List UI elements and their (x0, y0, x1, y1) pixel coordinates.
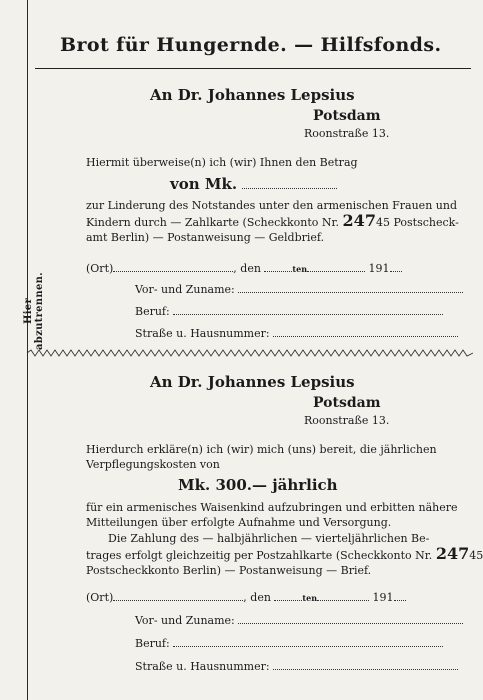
amount-label: von Mk. (170, 175, 238, 193)
job-field[interactable] (173, 305, 443, 315)
declaration-text: Hierdurch erkläre(n) ich (wir) mich (uns) bereit, die jährlichen Verpflegungskosten von (86, 443, 437, 471)
orphan-amount: Mk. 300.— jährlich (178, 476, 338, 494)
addressee-city: Potsdam (313, 108, 381, 124)
title-underline (35, 68, 471, 69)
addressee-name: An Dr. Johannes Lepsius (150, 86, 355, 104)
name-field[interactable] (238, 283, 463, 293)
day-field[interactable] (264, 262, 292, 272)
street-label: Straße u. Hausnummer: (135, 327, 270, 340)
payment-text: Die Zahlung des — halbjährlichen — vierteljährlichen Be- trages erfolgt gleichzeitig per Postzahlkarte (Scheckkonto Nr. 24745 Postscheckkonto Berlin) — Postanweisung — Brief. (86, 532, 483, 577)
date-place-line: (Ort) , den ten 191 (86, 262, 402, 275)
konto-number-2: 247 (435, 544, 470, 563)
date-place-line-2: (Ort) , den ten 191 (86, 591, 406, 604)
addressee-city-2: Potsdam (313, 395, 381, 411)
orphan-purpose-text: für ein armenisches Waisenkind aufzubringen und erbitten nähere Mitteilungen über erfolgte Aufnahme und Versorgung. (86, 501, 458, 529)
amount-field[interactable] (242, 179, 337, 189)
place-field-2[interactable] (113, 591, 243, 601)
addressee-name-2: An Dr. Johannes Lepsius (150, 373, 355, 391)
year-field[interactable] (390, 262, 402, 272)
job-label-2: Beruf: (135, 637, 170, 650)
street-label-2: Straße u. Hausnummer: (135, 660, 270, 673)
name-label: Vor- und Zuname: (135, 283, 235, 296)
transfer-intro: Hiermit überweise(n) ich (wir) Ihnen den Betrag (86, 156, 358, 169)
job-label: Beruf: (135, 305, 170, 318)
name-field-2[interactable] (238, 614, 463, 624)
place-field[interactable] (113, 262, 233, 272)
addressee-street: Roonstraße 13. (304, 127, 390, 140)
street-field[interactable] (273, 327, 458, 337)
konto-number: 247 (342, 211, 376, 230)
street-field-2[interactable] (273, 660, 458, 670)
cut-here-label: Hier abzutrennen. (23, 272, 45, 350)
month-field-2[interactable] (317, 591, 369, 601)
year-field-2[interactable] (394, 591, 406, 601)
job-field-2[interactable] (173, 637, 443, 647)
addressee-street-2: Roonstraße 13. (304, 414, 390, 427)
page-title: Brot für Hungernde. — Hilfsfonds. (60, 34, 442, 56)
purpose-text: zur Linderung des Notstandes unter den armenischen Frauen und Kindern durch — Zahlkarte (Scheckkonto Nr. 24745 Postscheck- amt Berlin) — Postanweisung — Geldbrief. (86, 199, 459, 244)
month-field[interactable] (307, 262, 365, 272)
perforation-divider (27, 348, 473, 358)
day-field-2[interactable] (274, 591, 302, 601)
name-label-2: Vor- und Zuname: (135, 614, 235, 627)
